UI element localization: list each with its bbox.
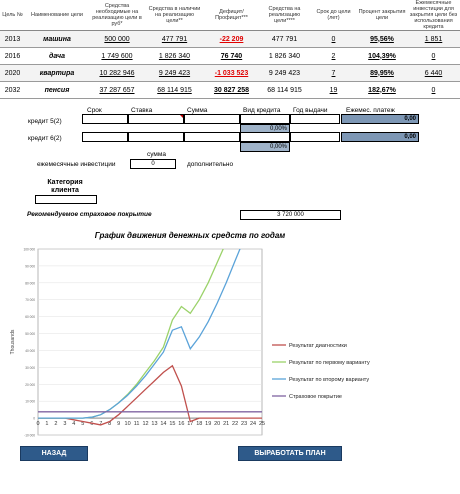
insurance-value: 3 720 000 — [240, 210, 341, 220]
col-payment-label: Ежемес. платеж — [346, 107, 395, 114]
cell-funds: 1 826 340 — [259, 48, 310, 65]
y-tick-label: 10 000 — [25, 399, 35, 404]
cell-deficit: 30 827 258 — [204, 82, 259, 99]
col-sum-label: Сумма — [187, 107, 208, 114]
credit1-sum-field[interactable] — [184, 114, 240, 124]
credit1-rate-field[interactable] — [128, 114, 184, 124]
cell-have[interactable]: 9 249 423 — [145, 65, 204, 82]
x-tick-label: 2 — [54, 421, 58, 428]
x-tick-label: 10 — [124, 421, 131, 428]
table-row — [0, 31, 460, 48]
cell-monthly: 6 440 — [407, 65, 460, 82]
x-tick-label: 4 — [72, 421, 76, 428]
x-tick-label: 6 — [90, 421, 94, 428]
credit1-percent-field: 0,00% — [240, 124, 290, 134]
credit1-label: кредит 5(2) — [28, 118, 62, 125]
x-tick-label: 19 — [205, 421, 212, 428]
invest-label: ежемесячные инвестиции — [37, 161, 116, 168]
cell-monthly: 0 — [407, 82, 460, 99]
x-tick-label: 22 — [232, 421, 239, 428]
credit2-year-field[interactable] — [290, 132, 340, 142]
cell-year: 2032 — [0, 82, 25, 99]
credit2-sum-field[interactable] — [184, 132, 240, 142]
credit1-year-field[interactable] — [290, 114, 340, 124]
cell-have[interactable]: 1 826 340 — [145, 48, 204, 65]
credit2-percent-field: 0,00% — [240, 142, 290, 152]
col-year-label: Год выдачи — [293, 107, 328, 114]
cell-percent: 182,67% — [357, 82, 407, 99]
category-field[interactable] — [35, 195, 97, 204]
cell-year: 2016 — [0, 48, 25, 65]
category-label: Категория клиента — [47, 179, 83, 194]
cell-need[interactable]: 1 749 600 — [89, 48, 145, 65]
make-plan-button[interactable]: ВЫРАБОТАТЬ ПЛАН — [238, 446, 342, 461]
col-rate-label: Ставка — [131, 107, 153, 114]
table-row — [0, 82, 460, 99]
y-tick-label: 60 000 — [25, 315, 35, 320]
cell-need[interactable]: 10 282 946 — [89, 65, 145, 82]
cell-have[interactable]: 477 791 — [145, 31, 204, 48]
cell-monthly: 1 851 — [407, 31, 460, 48]
x-tick-label: 9 — [117, 421, 121, 428]
legend-entry: Результат по первому варианту — [289, 360, 370, 366]
x-tick-label: 3 — [63, 421, 67, 428]
credit1-payment-field: 0,00 — [341, 114, 419, 124]
cell-funds: 9 249 423 — [259, 65, 310, 82]
cell-deficit: -22 209 — [204, 31, 259, 48]
legend-entry: Результат по второму варианту — [289, 377, 370, 383]
back-button[interactable]: НАЗАД — [20, 446, 88, 461]
cell-year: 2020 — [0, 65, 25, 82]
header-term: Срок до цели (лет) — [310, 0, 357, 31]
y-tick-label: 50 000 — [25, 332, 35, 337]
chart-title: График движения денежных средств по годам — [94, 231, 286, 240]
cell-year: 2013 — [0, 31, 25, 48]
cell-name[interactable]: квартира — [25, 65, 89, 82]
cell-percent: 95,56% — [357, 31, 407, 48]
x-tick-label: 8 — [108, 421, 112, 428]
x-tick-label: 5 — [81, 421, 85, 428]
invest-sum-label: сумма — [147, 151, 166, 158]
header-goal-no: Цель № — [0, 0, 25, 31]
x-tick-label: 15 — [169, 421, 176, 428]
y-axis-label: Thousands — [10, 329, 16, 355]
credit2-payment-field: 0,00 — [341, 132, 419, 142]
x-tick-label: 7 — [99, 421, 103, 428]
cell-term[interactable]: 2 — [310, 48, 357, 65]
y-tick-label: 40 000 — [25, 348, 35, 353]
insurance-label: Рекомендуемое страховое покрытие — [27, 211, 152, 218]
table-header-row — [0, 0, 460, 31]
x-tick-label: 25 — [258, 421, 266, 428]
header-funds-for-goal: Средства на реализацию цели**** — [259, 0, 310, 31]
header-deficit: Дефицит/ Профицит*** — [204, 0, 259, 31]
header-funds-available: Средства в наличии на реализацию цели** — [145, 0, 204, 31]
header-goal-name: Наименование цели — [25, 0, 89, 31]
x-tick-label: 13 — [151, 421, 158, 428]
x-tick-label: 1 — [45, 421, 49, 428]
credit2-rate-field[interactable] — [128, 132, 184, 142]
cell-percent: 104,39% — [357, 48, 407, 65]
x-tick-label: 11 — [133, 421, 140, 428]
table-row — [0, 65, 460, 82]
y-tick-label: 20 000 — [25, 382, 35, 387]
y-tick-label: 100 000 — [23, 247, 35, 252]
cell-monthly: 0 — [407, 48, 460, 65]
header-funds-needed: Средства необходимые на реализацию цели в руб* — [89, 0, 145, 31]
credit1-term-field[interactable] — [82, 114, 128, 124]
cell-deficit: -1 033 523 — [204, 65, 259, 82]
credit2-label: кредит 6(2) — [28, 135, 62, 142]
cell-funds: 477 791 — [259, 31, 310, 48]
x-tick-label: 17 — [187, 421, 194, 428]
x-tick-label: 16 — [178, 421, 185, 428]
y-tick-label: -10 000 — [24, 433, 35, 438]
legend-entry: Результат диагностики — [289, 343, 347, 349]
invest-extra-label: дополнительно — [187, 161, 234, 168]
x-tick-label: 18 — [196, 421, 203, 428]
table-row — [0, 48, 460, 65]
cell-deficit: 76 740 — [204, 48, 259, 65]
invest-input[interactable]: 0 — [130, 159, 176, 169]
y-tick-label: 90 000 — [25, 264, 35, 269]
x-tick-label: 24 — [249, 421, 257, 428]
cell-need[interactable]: 500 000 — [89, 31, 145, 48]
header-percent: Процент закрытия цели — [357, 0, 407, 31]
x-tick-label: 20 — [214, 421, 221, 428]
x-tick-label: 0 — [36, 421, 40, 428]
cashflow-chart — [0, 243, 460, 453]
cell-name[interactable]: дача — [25, 48, 89, 65]
cell-need[interactable]: 37 287 657 — [89, 82, 145, 99]
y-tick-label: 80 000 — [25, 281, 35, 286]
cell-term[interactable]: 19 — [310, 82, 357, 99]
cell-term[interactable]: 7 — [310, 65, 357, 82]
cell-percent: 89,95% — [357, 65, 407, 82]
col-kind-label: Вид кредита — [243, 107, 281, 114]
credit2-term-field[interactable] — [82, 132, 128, 142]
y-tick-label: 30 000 — [25, 365, 35, 370]
x-tick-label: 21 — [223, 421, 230, 428]
cell-funds: 68 114 915 — [259, 82, 310, 99]
x-tick-label: 23 — [241, 421, 248, 428]
x-tick-label: 14 — [160, 421, 167, 428]
cell-have[interactable]: 68 114 915 — [145, 82, 204, 99]
cell-name[interactable]: пенсия — [25, 82, 89, 99]
header-monthly: Ежемесячные инвестиции для закрытия цели без использования кредита — [407, 0, 460, 31]
y-tick-label: 70 000 — [25, 298, 35, 303]
cell-term[interactable]: 0 — [310, 31, 357, 48]
col-term-label: Срок — [87, 107, 102, 114]
x-tick-label: 12 — [142, 421, 149, 428]
credit2-kind-field[interactable] — [240, 132, 290, 142]
credit1-kind-field[interactable] — [240, 114, 290, 124]
y-tick-label: 0 — [33, 416, 35, 421]
legend-entry: Страховое покрытие — [289, 394, 342, 400]
cell-name[interactable]: машина — [25, 31, 89, 48]
goals-table — [0, 0, 460, 99]
